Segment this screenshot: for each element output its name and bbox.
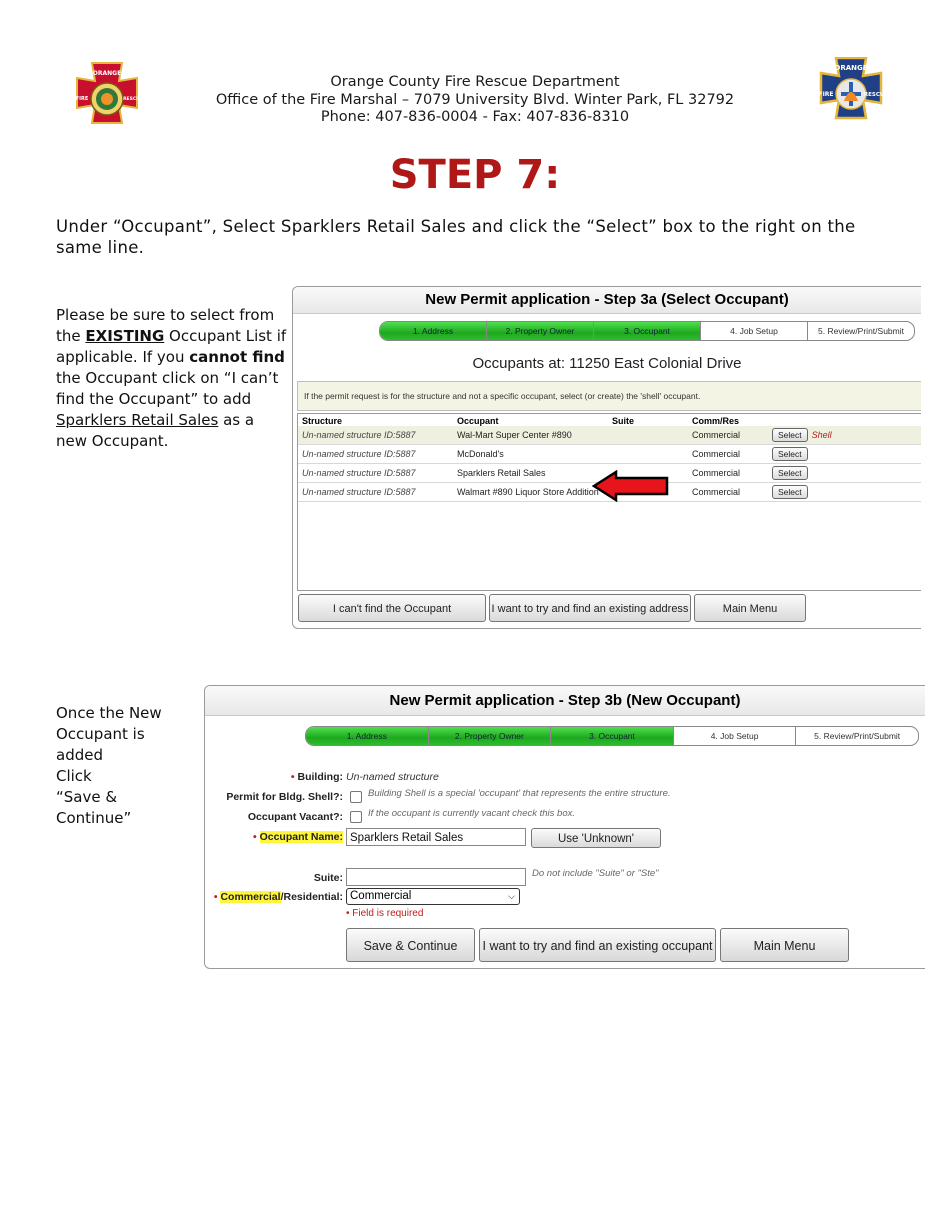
table-row — [298, 445, 921, 464]
vacant-note: If the occupant is currently vacant check this box. — [368, 808, 575, 819]
main-menu-button[interactable]: Main Menu — [694, 594, 806, 622]
cell-action — [768, 464, 921, 483]
select-value: Commercial — [350, 890, 412, 902]
cell-occupant: Walmart #890 Liquor Store Addition — [453, 483, 608, 502]
suite-input[interactable] — [346, 868, 526, 886]
select-occupant-button[interactable]: Select — [772, 428, 808, 442]
panel-title: New Permit application - Step 3b (New Occupant) — [205, 686, 925, 716]
note-emphasis-existing: EXISTING — [85, 327, 165, 345]
progress-step-property-owner: 2. Property Owner — [429, 727, 552, 745]
logo-text: FIRE — [75, 96, 89, 102]
note-occupant-name: Sparklers Retail Sales — [56, 411, 219, 429]
note-text: Occupant List if applicable. If you — [56, 327, 287, 366]
save-continue-button[interactable]: Save & Continue — [346, 928, 475, 962]
select-occupant-button[interactable]: Select — [772, 447, 808, 461]
progress-step-property-owner: 2. Property Owner — [487, 322, 594, 340]
red-arrow-icon — [592, 470, 670, 506]
field-required-error: • Field is required — [346, 908, 424, 919]
occupants-heading: Occupants at: 11250 East Colonial Drive — [472, 355, 742, 372]
occupant-name-label — [253, 831, 343, 843]
shell-tag: Shell — [811, 430, 832, 440]
cant-find-occupant-button[interactable]: I can't find the Occupant — [298, 594, 486, 622]
label-text: /Residential: — [280, 891, 343, 903]
comm-res-select[interactable] — [346, 888, 520, 905]
column-header-structure: Structure — [302, 416, 343, 426]
label-text: Building: — [297, 771, 343, 783]
logo-text: RESCUE — [863, 92, 888, 98]
use-unknown-button[interactable]: Use 'Unknown' — [531, 828, 661, 848]
shell-label: Permit for Bldg. Shell?: — [226, 791, 343, 803]
cell-comm-res: Commercial — [688, 464, 768, 483]
note-emphasis-cannot-find: cannot find — [189, 348, 285, 366]
logo-text: COUNTY — [95, 126, 119, 132]
wizard-progress-bar — [305, 726, 919, 746]
shell-checkbox[interactable] — [350, 791, 362, 803]
progress-step-address: 1. Address — [380, 322, 487, 340]
cell-structure: Un-named structure ID:5887 — [298, 483, 453, 502]
cell-suite — [608, 445, 688, 464]
cell-action — [768, 445, 921, 464]
suite-note: Do not include "Suite" or "Ste" — [532, 868, 659, 879]
column-header-comm-res: Comm/Res — [692, 416, 740, 426]
cell-structure: Un-named structure ID:5887 — [298, 445, 453, 464]
existing-occupant-note — [56, 305, 288, 452]
select-occupant-button[interactable]: Select — [772, 485, 808, 499]
cell-occupant: McDonald's — [453, 445, 608, 464]
orange-county-fire-rescue-logo-right — [814, 57, 888, 131]
note-text: the Occupant click on “I can’t find the Occupant” to add — [56, 369, 279, 408]
select-occupant-panel — [292, 286, 921, 629]
panel-title: New Permit application - Step 3a (Select Occupant) — [293, 287, 921, 314]
find-existing-occupant-button[interactable]: I want to try and find an existing occupant — [479, 928, 716, 962]
cell-occupant: Sparklers Retail Sales — [453, 464, 608, 483]
required-bullet: • — [213, 891, 218, 903]
column-header-suite: Suite — [612, 416, 635, 426]
progress-step-review: 5. Review/Print/Submit — [814, 731, 901, 741]
note-line: “Save & Continue” — [56, 788, 132, 827]
note-text: as a new Occupant. — [56, 411, 255, 450]
find-existing-address-button[interactable]: I want to try and find an existing address — [489, 594, 691, 622]
wizard-progress-bar — [379, 321, 915, 341]
progress-step-job-setup: 4. Job Setup — [674, 727, 797, 745]
occupant-name-input[interactable]: Sparklers Retail Sales — [346, 828, 526, 846]
required-bullet: • — [290, 771, 295, 783]
header-office-address: Office of the Fire Marshal – 7079 University Blvd. Winter Park, FL 32792 — [215, 92, 735, 108]
progress-step-review: 5. Review/Print/Submit — [818, 326, 904, 336]
cell-suite — [608, 426, 688, 445]
select-occupant-button[interactable]: Select — [772, 466, 808, 480]
logo-text: ORANGE — [834, 64, 868, 72]
table-row — [298, 426, 921, 445]
save-continue-note — [56, 703, 196, 829]
shell-note: Building Shell is a special 'occupant' that represents the entire structure. — [368, 788, 671, 799]
progress-step-job-setup: 4. Job Setup — [701, 322, 808, 340]
building-label — [291, 771, 343, 783]
column-header-occupant: Occupant — [457, 416, 499, 426]
note-line: Click — [56, 767, 92, 785]
progress-step-occupant: 3. Occupant — [551, 727, 674, 745]
table-header-row — [298, 414, 921, 426]
progress-step-occupant: 3. Occupant — [594, 322, 701, 340]
header-department: Orange County Fire Rescue Department — [330, 74, 620, 90]
logo-text: RESCUE — [123, 97, 143, 102]
cell-comm-res: Commercial — [688, 483, 768, 502]
cell-action — [768, 483, 921, 502]
label-text: Commercial — [220, 891, 281, 903]
cell-structure: Un-named structure ID:5887 — [298, 426, 453, 445]
suite-label: Suite: — [313, 872, 343, 884]
logo-text: COUNTY — [837, 121, 865, 128]
building-value: Un-named structure — [346, 771, 439, 783]
new-occupant-panel — [204, 685, 925, 969]
note-text: Please be sure to select from the — [56, 306, 275, 345]
cell-occupant: Wal-Mart Super Center #890 — [453, 426, 608, 445]
chevron-down-icon: ⌵ — [508, 891, 515, 901]
step-title: STEP 7: — [389, 152, 561, 198]
logo-text: FIRE — [818, 91, 834, 98]
comm-res-label — [214, 891, 343, 903]
header-phone-fax: Phone: 407-836-0004 - Fax: 407-836-8310 — [320, 109, 630, 125]
note-line: Occupant is added — [56, 725, 145, 764]
vacant-label: Occupant Vacant?: — [247, 811, 343, 823]
required-bullet: • — [252, 831, 257, 843]
instruction-text: Under “Occupant”, Select Sparklers Retail Sales and click the “Select” box to the right on the same line. — [56, 217, 856, 257]
label-text: Occupant Name: — [259, 831, 343, 843]
cell-action — [768, 426, 921, 445]
cell-comm-res: Commercial — [688, 445, 768, 464]
main-menu-button[interactable]: Main Menu — [720, 928, 849, 962]
shell-info-box: If the permit request is for the structure and not a specific occupant, select (or create) the 'shell' occupant. — [297, 381, 921, 411]
progress-step-address: 1. Address — [306, 727, 429, 745]
note-line: Once the New — [56, 704, 162, 722]
logo-text: ORANGE — [92, 70, 122, 77]
orange-county-fire-rescue-logo-left — [70, 62, 144, 136]
vacant-checkbox[interactable] — [350, 811, 362, 823]
cell-comm-res: Commercial — [688, 426, 768, 445]
column-header-action — [768, 414, 921, 426]
cell-structure: Un-named structure ID:5887 — [298, 464, 453, 483]
